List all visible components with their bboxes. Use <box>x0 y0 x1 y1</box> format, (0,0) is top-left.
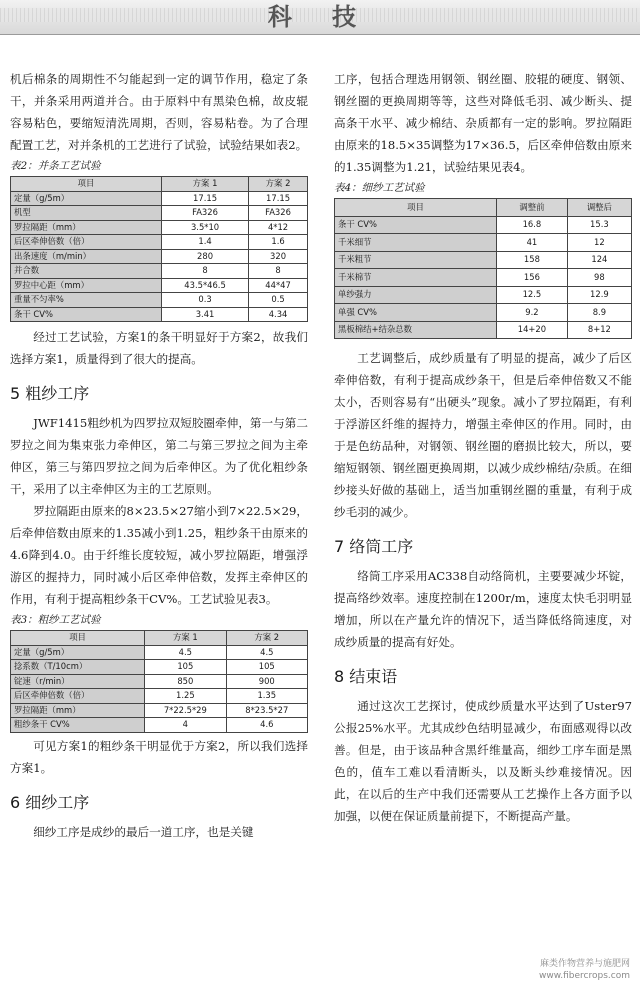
row-label: 定量（g/5m） <box>11 645 145 660</box>
table-header-row <box>335 199 632 217</box>
header-title: 科 技 <box>267 2 373 31</box>
row-label: 条干 CV% <box>335 216 497 234</box>
watermark-line: www.fibercrops.com <box>539 971 630 981</box>
table-row <box>335 321 632 339</box>
table-cell: 9.2 <box>497 304 568 322</box>
right-column <box>334 68 632 827</box>
row-label: 并合数 <box>11 264 162 279</box>
table-cell: 1.35 <box>226 689 307 704</box>
row-label: 单强 CV% <box>335 304 497 322</box>
table-row <box>11 645 308 660</box>
table-row <box>11 206 308 221</box>
table-cell: 4.6 <box>226 718 307 733</box>
table-cell: 44*47 <box>249 278 308 293</box>
table-row <box>11 718 308 733</box>
row-label: 罗拉中心距（mm） <box>11 278 162 293</box>
column-header: 调整后 <box>567 199 631 217</box>
watermark-line: 麻类作物营养与施肥网 <box>539 959 630 969</box>
paragraph: 工艺调整后，成纱质量有了明显的提高，减少了后区牵伸倍数，有利于提高成纱条干，但是后牵伸倍数又不能太小，否则容易有“出硬头”现象。减小了罗拉隔距，有利于浮游区纤维的握持力，增强主牵伸区的作用。同时，由于是色纺品种，对钢领、钢丝圈的磨损比较大，所以，要缩短钢领、钢丝圈更换周期，以减少成纱棉结/杂质。在细纱接头好做的基础上，适当加重钢丝圈的重量，有利于成纱毛羽的减少。 <box>334 351 632 519</box>
table-cell: 12 <box>567 234 631 252</box>
site-watermark <box>470 958 630 982</box>
row-label: 千米细节 <box>335 234 497 252</box>
section-heading: 5 粗纱工序 <box>10 384 90 403</box>
column-header: 项目 <box>335 199 497 217</box>
spinning-process-table <box>334 198 632 339</box>
table-row <box>335 286 632 304</box>
table-cell: 900 <box>226 674 307 689</box>
table-cell: 12.5 <box>497 286 568 304</box>
section-heading: 6 细纱工序 <box>10 792 90 812</box>
row-label: 粗纱条干 CV% <box>11 718 145 733</box>
table-cell: 280 <box>161 249 248 264</box>
table-cell: FA326 <box>161 206 248 221</box>
column-header: 调整前 <box>497 199 568 217</box>
section-heading: 8 结束语 <box>334 667 398 686</box>
row-label: 机型 <box>11 206 162 221</box>
page-header <box>0 0 640 35</box>
column-header: 项目 <box>11 631 145 646</box>
table-cell: 105 <box>226 660 307 675</box>
paragraph: 细纱工序是成纱的最后一道工序，也是关键 <box>33 824 254 839</box>
table-cell: 17.15 <box>249 191 308 206</box>
table-row <box>11 264 308 279</box>
table-row <box>11 278 308 293</box>
table-row <box>11 220 308 235</box>
table-caption: 表3：粗纱工艺试验 <box>10 614 101 626</box>
row-label: 锭速（r/min） <box>11 674 145 689</box>
table-cell: 41 <box>497 234 568 252</box>
table-caption: 表2：并条工艺试验 <box>10 160 101 172</box>
table-row <box>11 235 308 250</box>
drawing-process-table <box>10 176 308 322</box>
table-cell: 8 <box>249 264 308 279</box>
table-cell: 0.3 <box>161 293 248 308</box>
table-cell: 17.15 <box>161 191 248 206</box>
table-cell: 8.9 <box>567 304 631 322</box>
row-label: 千米棉节 <box>335 269 497 287</box>
table-row <box>11 307 308 322</box>
row-label: 后区牵伸倍数（倍） <box>11 689 145 704</box>
table-row <box>11 689 308 704</box>
row-label: 罗拉隔距（mm） <box>11 703 145 718</box>
table-cell: 105 <box>145 660 226 675</box>
column-header: 方案 2 <box>226 631 307 646</box>
row-label: 重量不匀率% <box>11 293 162 308</box>
row-label: 出条速度（m/min） <box>11 249 162 264</box>
table-caption: 表4：细纱工艺试验 <box>334 182 425 194</box>
table-cell: 1.4 <box>161 235 248 250</box>
row-label: 单纱强力 <box>335 286 497 304</box>
paragraph: 经过工艺试验，方案1的条干明显好于方案2，故我们选择方案1，质量得到了很大的提高。 <box>10 330 308 366</box>
table-cell: 320 <box>249 249 308 264</box>
table-cell: 3.5*10 <box>161 220 248 235</box>
row-label: 捻系数（T/10cm） <box>11 660 145 675</box>
table-row <box>11 703 308 718</box>
column-header: 方案 1 <box>145 631 226 646</box>
left-column <box>10 68 308 843</box>
paragraph: 工序，包括合理选用钢领、钢丝圈、胶辊的硬度、钢领、钢丝圈的更换周期等等，这些对降低毛羽、减少断头、提高条干水平、减少棉结、杂质都有一定的影响。罗拉隔距由原来的18.5×35调整为17×36.5，后区牵伸倍数由原来的1.35调整为1.21，试验结果见表4。 <box>334 72 632 174</box>
table-cell: 15.3 <box>567 216 631 234</box>
table-row <box>335 216 632 234</box>
row-label: 罗拉隔距（mm） <box>11 220 162 235</box>
table-row <box>11 249 308 264</box>
column-header: 方案 1 <box>161 177 248 192</box>
table-row <box>335 304 632 322</box>
row-label: 后区牵伸倍数（倍） <box>11 235 162 250</box>
table-cell: 14+20 <box>497 321 568 339</box>
paragraph: JWF1415粗纱机为四罗拉双短胶圈牵伸，第一与第二罗拉之间为集束张力牵伸区，第二与第三罗拉之间为主牵伸区，第三与第四罗拉之间为后牵伸区。为了优化粗纱条干，采用了以主牵伸区为主的工艺原则。 <box>10 416 308 496</box>
paragraph: 通过这次工艺探讨，使成纱质量水平达到了Uster97公报25%水平。尤其成纱色结明显减少，布面感观得以改善。但是，由于该品种含黑纤维量高，细纱工序车面是黑色的，值车工难以看清断头，以及断头纱难接情况。因此，在以后的生产中我们还需要从工艺操作上各方面予以加强，以便在保证质量前提下，不断提高产量。 <box>334 699 632 823</box>
table-cell: 8*23.5*27 <box>226 703 307 718</box>
column-header: 方案 2 <box>249 177 308 192</box>
roving-process-table <box>10 630 308 733</box>
paragraph: 络筒工序采用AC338自动络筒机，主要要减少坏锭，提高络纱效率。速度控制在1200r/m，速度太快毛羽明显增加，所以在产量允许的情况下，适当降低络筒速度，对成纱质量的提高有好处。 <box>334 569 632 649</box>
table-cell: 12.9 <box>567 286 631 304</box>
paragraph: 可见方案1的粗纱条干明显优于方案2，所以我们选择方案1。 <box>10 738 308 775</box>
table-cell: 158 <box>497 251 568 269</box>
table-cell: 4.34 <box>249 307 308 322</box>
row-label: 条干 CV% <box>11 307 162 322</box>
table-cell: FA326 <box>249 206 308 221</box>
section-heading: 7 络筒工序 <box>334 537 414 556</box>
table-header-row <box>11 177 308 192</box>
table-cell: 4*12 <box>249 220 308 235</box>
table-cell: 43.5*46.5 <box>161 278 248 293</box>
column-header: 项目 <box>11 177 162 192</box>
row-label: 黑板棉结+结杂总数 <box>335 321 497 339</box>
table-row <box>11 293 308 308</box>
table-cell: 7*22.5*29 <box>145 703 226 718</box>
table-cell: 8+12 <box>567 321 631 339</box>
table-cell: 0.5 <box>249 293 308 308</box>
row-label: 定量（g/5m） <box>11 191 162 206</box>
table-cell: 4.5 <box>145 645 226 660</box>
table-cell: 4 <box>145 718 226 733</box>
table-cell: 3.41 <box>161 307 248 322</box>
table-row <box>11 191 308 206</box>
table-cell: 156 <box>497 269 568 287</box>
table-row <box>11 674 308 689</box>
row-label: 千米粗节 <box>335 251 497 269</box>
table-row <box>335 251 632 269</box>
table-cell: 98 <box>567 269 631 287</box>
table-row <box>11 660 308 675</box>
table-row <box>335 269 632 287</box>
table-header-row <box>11 631 308 646</box>
paragraph: 机后棉条的周期性不匀能起到一定的调节作用，稳定了条干，并条采用两道并合。由于原料中有黑染色棉，故皮辊容易粘色，要缩短清洗周期，否则，容易粘卷。为了合理配置工艺，对并条机的工艺进行了试验，试验结果如表2。 <box>10 72 308 152</box>
table-cell: 4.5 <box>226 645 307 660</box>
table-cell: 1.6 <box>249 235 308 250</box>
table-cell: 850 <box>145 674 226 689</box>
table-cell: 16.8 <box>497 216 568 234</box>
table-row <box>335 234 632 252</box>
table-cell: 8 <box>161 264 248 279</box>
table-cell: 124 <box>567 251 631 269</box>
paragraph: 罗拉隔距由原来的8×23.5×27缩小到7×22.5×29，后牵伸倍数由原来的1.35减小到1.25，粗纱条干由原来的4.6降到4.0。由于纤维长度较短，减小罗拉隔距，增强浮游区的握持力，同时减小后区牵伸倍数，发挥主牵伸区的作用，有利于提高粗纱条干CV%。工艺试验见表3。 <box>10 504 308 606</box>
table-cell: 1.25 <box>145 689 226 704</box>
